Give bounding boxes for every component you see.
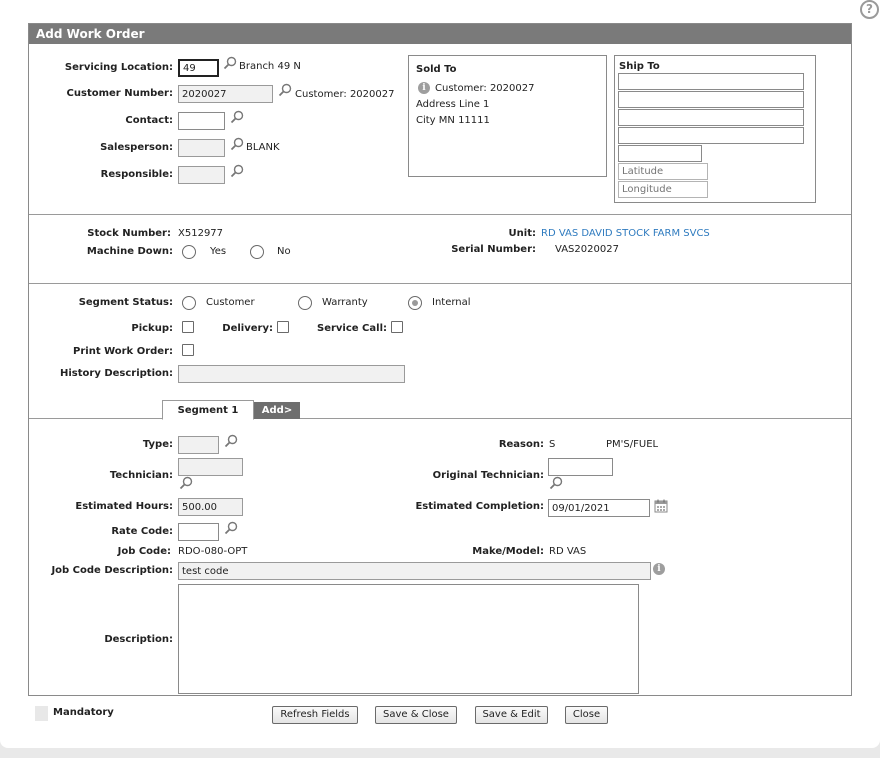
sold-to-customer: Customer: 2020027 (435, 83, 535, 94)
segment-status-warranty-radio[interactable] (298, 296, 312, 310)
machine-down-label: Machine Down: (86, 246, 173, 257)
customer-number-input[interactable] (178, 85, 273, 103)
service-call-checkbox[interactable] (391, 321, 403, 333)
ship-to-title: Ship To (619, 61, 660, 72)
divider (29, 214, 851, 215)
original-technician-label: Original Technician: (432, 470, 544, 481)
contact-input[interactable] (178, 112, 225, 130)
info-icon[interactable]: i (653, 563, 665, 575)
ship-to-line-1[interactable] (618, 73, 804, 90)
save-edit-button[interactable]: Save & Edit (475, 706, 548, 724)
search-icon[interactable] (223, 56, 237, 70)
divider (29, 283, 851, 284)
segment-status-internal-radio[interactable] (408, 296, 422, 310)
unit-link[interactable]: RD VAS DAVID STOCK FARM SVCS (541, 228, 710, 239)
search-icon[interactable] (224, 434, 238, 448)
search-icon[interactable] (224, 521, 238, 535)
rate-code-input[interactable] (178, 523, 219, 541)
sold-to-title: Sold To (416, 64, 457, 75)
stock-number-value: X512977 (178, 228, 224, 239)
add-segment-tab[interactable]: Add> (254, 402, 300, 419)
job-code-label: Job Code: (117, 546, 171, 557)
segment-status-customer-label: Customer (206, 297, 255, 308)
delivery-checkbox[interactable] (277, 321, 289, 333)
make-model-value: RD VAS (549, 546, 587, 557)
save-close-button[interactable]: Save & Close (375, 706, 457, 724)
ship-to-line-4[interactable] (618, 127, 804, 144)
machine-down-no-radio[interactable] (250, 245, 264, 259)
responsible-label: Responsible: (100, 169, 173, 180)
description-label: Description: (104, 634, 173, 645)
ship-to-line-2[interactable] (618, 91, 804, 108)
delivery-label: Delivery: (222, 323, 273, 334)
salesperson-label: Salesperson: (100, 142, 173, 153)
segment-status-warranty-label: Warranty (322, 297, 368, 308)
help-icon[interactable]: ? (860, 0, 879, 19)
mandatory-swatch (35, 706, 48, 721)
search-icon[interactable] (278, 83, 292, 97)
search-icon[interactable] (230, 164, 244, 178)
segment-status-label: Segment Status: (78, 297, 173, 308)
serial-number-label: Serial Number: (451, 244, 536, 255)
estimated-completion-input[interactable] (548, 499, 650, 517)
type-input[interactable] (178, 436, 219, 454)
machine-down-yes-radio[interactable] (182, 245, 196, 259)
stock-number-label: Stock Number: (87, 228, 171, 239)
type-label: Type: (142, 439, 173, 450)
estimated-hours-input[interactable] (178, 498, 243, 516)
segment-status-customer-radio[interactable] (182, 296, 196, 310)
sold-to-box (408, 55, 607, 177)
work-order-panel (28, 23, 852, 696)
responsible-input[interactable] (178, 166, 225, 184)
history-description-label: History Description: (59, 368, 173, 379)
job-code-description-input[interactable] (178, 562, 651, 580)
pickup-checkbox[interactable] (182, 321, 194, 333)
pickup-label: Pickup: (131, 323, 173, 334)
contact-label: Contact: (125, 115, 173, 126)
search-icon[interactable] (549, 476, 563, 490)
estimated-hours-label: Estimated Hours: (75, 501, 173, 512)
ship-to-line-3[interactable] (618, 109, 804, 126)
close-button[interactable]: Close (565, 706, 608, 724)
technician-label: Technician: (109, 470, 173, 481)
search-icon[interactable] (230, 110, 244, 124)
servicing-location-input[interactable] (178, 59, 219, 77)
print-work-order-label: Print Work Order: (73, 346, 173, 357)
reason-code: S (549, 439, 556, 450)
unit-label: Unit: (508, 228, 536, 239)
technician-input[interactable] (178, 458, 243, 476)
machine-down-no-label: No (277, 246, 291, 257)
make-model-label: Make/Model: (472, 546, 544, 557)
info-icon[interactable]: i (418, 82, 430, 94)
ship-to-zip[interactable] (618, 145, 702, 162)
dialog-title: Add Work Order (29, 24, 851, 44)
refresh-fields-button[interactable]: Refresh Fields (272, 706, 358, 724)
estimated-completion-label: Estimated Completion: (415, 501, 544, 512)
job-code-value: RDO-080-OPT (178, 546, 248, 557)
salesperson-input[interactable] (178, 139, 225, 157)
rate-code-label: Rate Code: (111, 526, 173, 537)
longitude-input[interactable] (618, 181, 708, 198)
job-code-description-label: Job Code Description: (51, 565, 173, 576)
history-description-input[interactable] (178, 365, 405, 383)
sold-to-city: City MN 11111 (416, 115, 490, 126)
original-technician-input[interactable] (548, 458, 613, 476)
servicing-location-display: Branch 49 N (239, 61, 301, 72)
reason-label: Reason: (498, 439, 544, 450)
calendar-icon[interactable] (654, 499, 668, 513)
search-icon[interactable] (230, 137, 244, 151)
search-icon[interactable] (179, 476, 193, 490)
machine-down-yes-label: Yes (210, 246, 227, 257)
sold-to-address: Address Line 1 (416, 99, 490, 110)
salesperson-display: BLANK (246, 142, 280, 153)
serial-number-value: VAS2020027 (555, 244, 619, 255)
customer-number-display: Customer: 2020027 (295, 89, 395, 100)
reason-text: PM'S/FUEL (606, 439, 659, 450)
description-textarea[interactable] (178, 584, 639, 694)
ship-to-box (614, 55, 816, 203)
tab-baseline (29, 418, 851, 419)
customer-number-label: Customer Number: (66, 88, 173, 99)
service-call-label: Service Call: (317, 323, 387, 334)
servicing-location-label: Servicing Location: (64, 62, 173, 73)
mandatory-label: Mandatory (53, 707, 114, 718)
tab-segment-1[interactable]: Segment 1 (162, 400, 254, 420)
print-work-order-checkbox[interactable] (182, 344, 194, 356)
segment-status-internal-label: Internal (432, 297, 471, 308)
latitude-input[interactable] (618, 163, 708, 180)
